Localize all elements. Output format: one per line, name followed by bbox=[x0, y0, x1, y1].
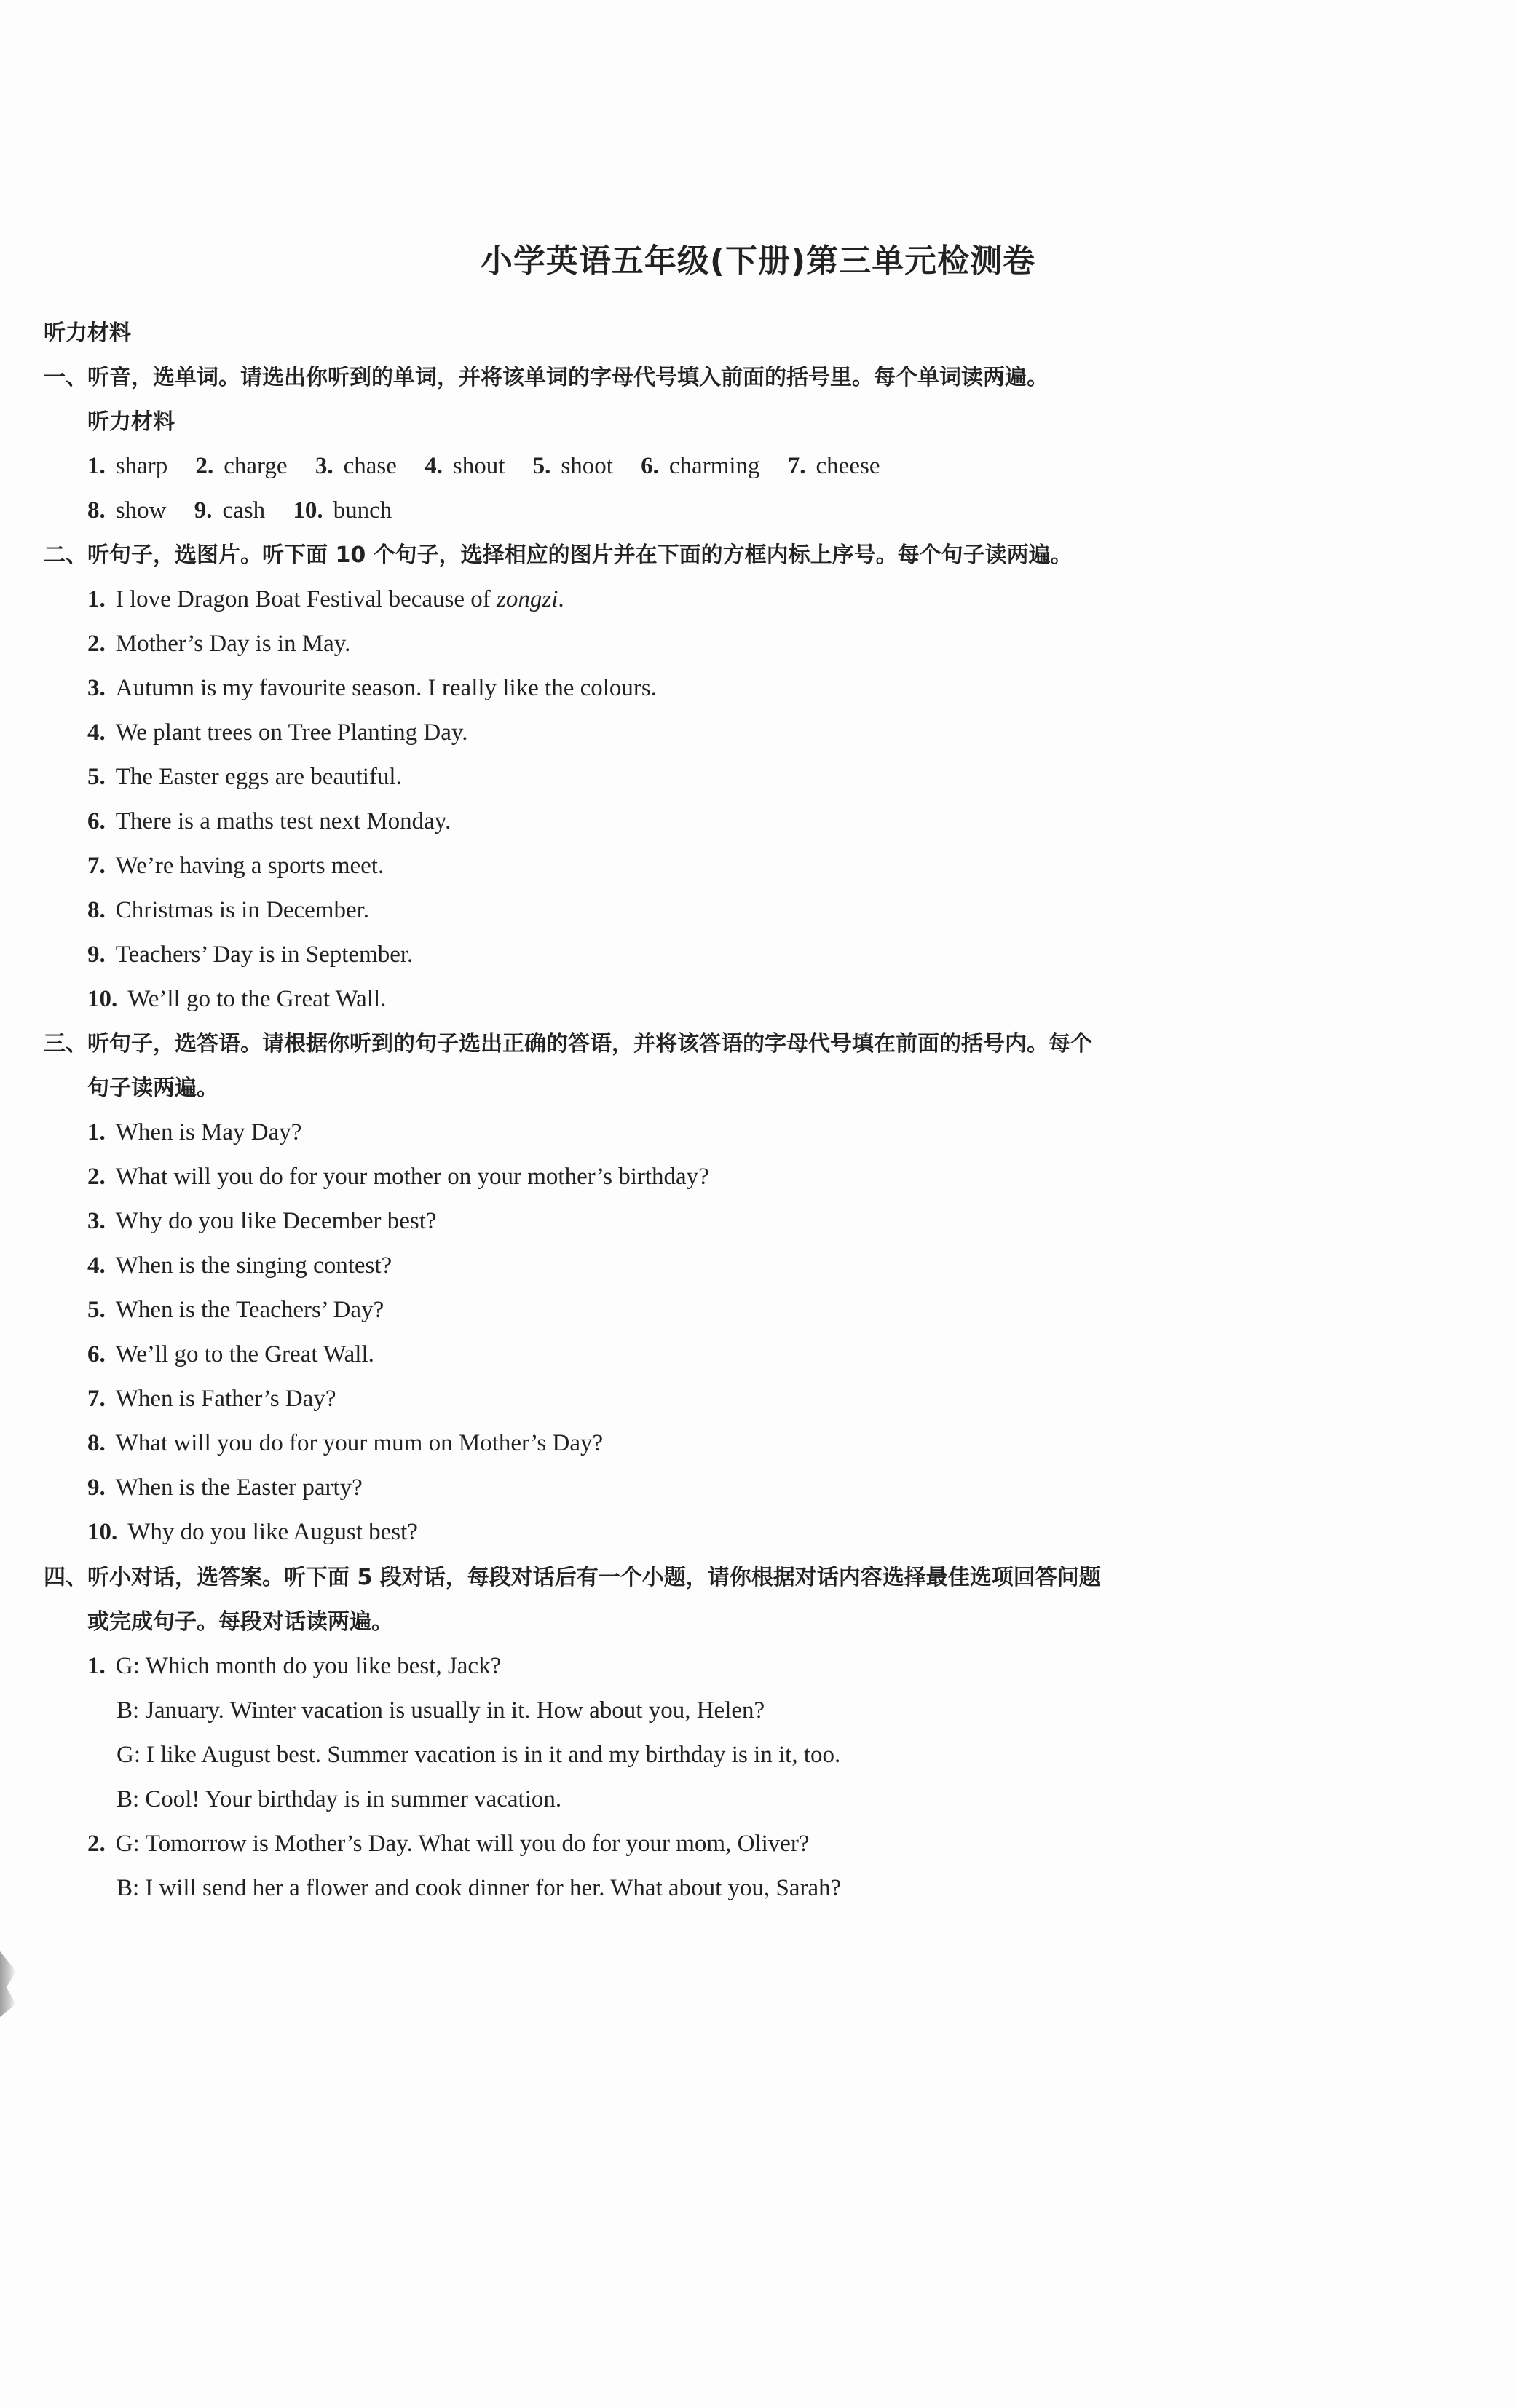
list-item: 8. What will you do for your mum on Mother’s Day? bbox=[87, 1430, 604, 1456]
list-item: 2. What will you do for your mother on your mother’s birthday? bbox=[87, 1164, 709, 1190]
word-item: 4. shout bbox=[425, 453, 505, 479]
word-item: 10. bunch bbox=[293, 497, 392, 524]
page-title: 小学英语五年级(下册)第三单元检测卷 bbox=[480, 242, 1036, 280]
dialog-line: B: January. Winter vacation is usually in it. How about you, Helen? bbox=[117, 1697, 765, 1724]
list-item: 5. When is the Teachers’ Day? bbox=[87, 1297, 384, 1323]
word-item: 1. sharp bbox=[87, 453, 168, 479]
word-item: 2. charge bbox=[195, 453, 288, 479]
part-1-heading: 一、听音，选单词。请选出你听到的单词，并将该单词的字母代号填入前面的括号里。每个单词读两遍。 bbox=[44, 365, 1049, 390]
list-item: 3. Why do you like December best? bbox=[87, 1208, 437, 1234]
list-item: 10. We’ll go to the Great Wall. bbox=[87, 986, 387, 1012]
list-item: 6. There is a maths test next Monday. bbox=[87, 808, 451, 834]
word-item: 8. show bbox=[87, 497, 167, 524]
dialog-line: B: I will send her a flower and cook dinner for her. What about you, Sarah? bbox=[117, 1875, 842, 1901]
list-item: 2. Mother’s Day is in May. bbox=[87, 631, 351, 657]
list-item: 4. When is the singing contest? bbox=[87, 1252, 392, 1279]
section-label: 听力材料 bbox=[44, 320, 131, 346]
dialog-line: 2. G: Tomorrow is Mother’s Day. What will you do for your mom, Oliver? bbox=[87, 1831, 810, 1857]
list-item: 10. Why do you like August best? bbox=[87, 1519, 418, 1545]
part-4 bbox=[0, 1555, 1516, 1911]
part-2-heading: 二、听句子，选图片。听下面 10 个句子，选择相应的图片并在下面的方框内标上序号。每个句子读两遍。 bbox=[44, 542, 1073, 568]
dialog-line: B: Cool! Your birthday is in summer vacation. bbox=[117, 1786, 562, 1812]
part-1 bbox=[0, 355, 1516, 533]
word-item: 9. cash bbox=[194, 497, 266, 524]
list-item: 1. When is May Day? bbox=[87, 1119, 302, 1145]
part-2 bbox=[0, 533, 1516, 1022]
list-item: 9. Teachers’ Day is in September. bbox=[87, 942, 414, 968]
list-item: 3. Autumn is my favourite season. I really like the colours. bbox=[87, 675, 657, 701]
part-3-heading: 三、听句子，选答语。请根据你听到的句子选出正确的答语，并将该答语的字母代号填在前面的括号内。每个 句子读两遍。 bbox=[44, 1031, 1092, 1101]
part-4-heading: 四、听小对话，选答案。听下面 5 段对话，每段对话后有一个小题，请你根据对话内容选择最佳选项回答问题 或完成句子。每段对话读两遍。 bbox=[44, 1565, 1101, 1635]
word-item: 7. cheese bbox=[787, 453, 880, 479]
list-item: 4. We plant trees on Tree Planting Day. bbox=[87, 719, 468, 746]
list-item: 7. We’re having a sports meet. bbox=[87, 853, 384, 879]
word-item: 5. shoot bbox=[532, 453, 613, 479]
part-3 bbox=[0, 1022, 1516, 1555]
list-item: 9. When is the Easter party? bbox=[87, 1475, 363, 1501]
scan-edge-mark bbox=[0, 1951, 16, 2017]
word-row-1 bbox=[0, 444, 1516, 489]
word-row-2 bbox=[0, 489, 1516, 533]
list-item: 7. When is Father’s Day? bbox=[87, 1386, 336, 1412]
list-item: 1. I love Dragon Boat Festival because of zongzi. bbox=[87, 586, 564, 612]
list-item: 5. The Easter eggs are beautiful. bbox=[87, 764, 402, 790]
dialog-line: 1. G: Which month do you like best, Jack? bbox=[87, 1653, 502, 1679]
list-item: 6. We’ll go to the Great Wall. bbox=[87, 1341, 374, 1367]
part-1-sub-label: 听力材料 bbox=[87, 409, 175, 435]
dialog-line: G: I like August best. Summer vacation is in it and my birthday is in it, too. bbox=[117, 1742, 841, 1768]
list-item: 8. Christmas is in December. bbox=[87, 897, 370, 923]
word-item: 6. charming bbox=[641, 453, 760, 479]
word-item: 3. chase bbox=[315, 453, 397, 479]
